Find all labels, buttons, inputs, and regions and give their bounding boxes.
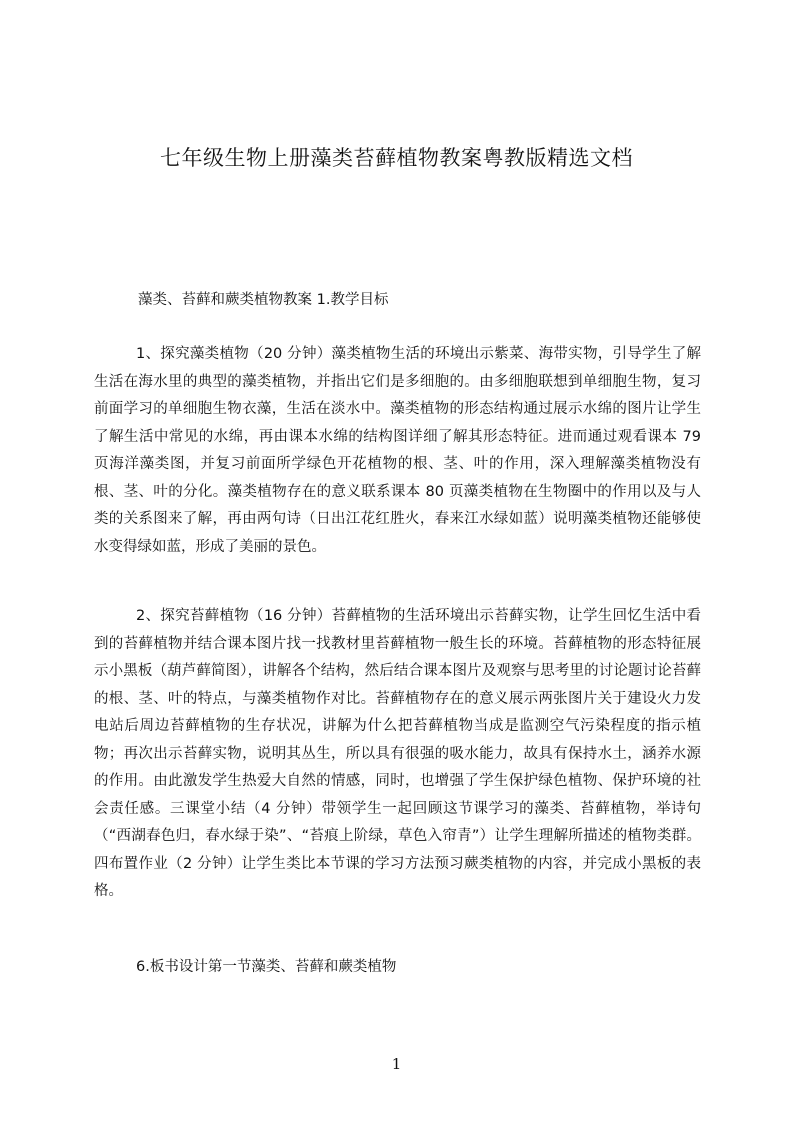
page-number: 1 [391,1055,402,1073]
paragraph-moss: 2、探究苔藓植物（16 分钟）苔藓植物的生活环境出示苔藓实物，让学生回忆生活中看到的苔藓植物并结合课本图片找一找教材里苔藓植物一般生长的环境。苔藓植物的形态特征展示小黑板（葫芦藓简图），讲解各个结构，然后结合课本图片及观察与思考里的讨论题讨论苔藓的根、茎、叶的特点，与藻类植物作对比。苔藓植物存在的意义展示两张图片关于建设火力发电站后周边苔藓植物的生存状况，讲解为什么把苔藓植物当成是监测空气污染程度的指示植物；再次出示苔藓实物，说明其丛生，所以具有很强的吸水能力，故具有保持水土，涵养水源的作用。由此激发学生热爱大自然的情感，同时，也增强了学生保护绿色植物、保护环境的社会责任感。三课堂小结（4 分钟）带领学生一起回顾这节课学习的藻类、苔藓植物，举诗句（“西湖春色归，春水绿于染”、“苔痕上阶绿，草色入帘青”）让学生理解所描述的植物类群。四布置作业（2 分钟）让学生类比本节课的学习方法预习蕨类植物的内容，并完成小黑板的表格。 [94,608,701,899]
board-design-line: 6.板书设计第一节藻类、苔藓和蕨类植物 [136,959,397,975]
section-heading: 藻类、苔藓和蕨类植物教案 1.教学目标 [138,292,389,308]
paragraph-algae: 1、探究藻类植物（20 分钟）藻类植物生活的环境出示紫菜、海带实物，引导学生了解生活在海水里的典型的藻类植物，并指出它们是多细胞的。由多细胞联想到单细胞生物，复习前面学习的单细胞生物衣藻，生活在淡水中。藻类植物的形态结构通过展示水绵的图片让学生了解生活中常见的水绵，再由课本水绵的结构图详细了解其形态特征。进而通过观看课本 79 页海洋藻类图，并复习前面所学绿色开花植物的根、茎、叶的作用，深入理解藻类植物没有根、茎、叶的分化。藻类植物存在的意义联系课本 80 页藻类植物在生物圈中的作用以及与人类的关系图来了解，再由两句诗（日出江花红胜火，春来江水绿如蓝）说明藻类植物还能够使水变得绿如蓝，形成了美丽的景色。 [94,346,701,555]
document-title: 七年级生物上册藻类苔藓植物教案粤教版精选文档 [160,146,633,170]
